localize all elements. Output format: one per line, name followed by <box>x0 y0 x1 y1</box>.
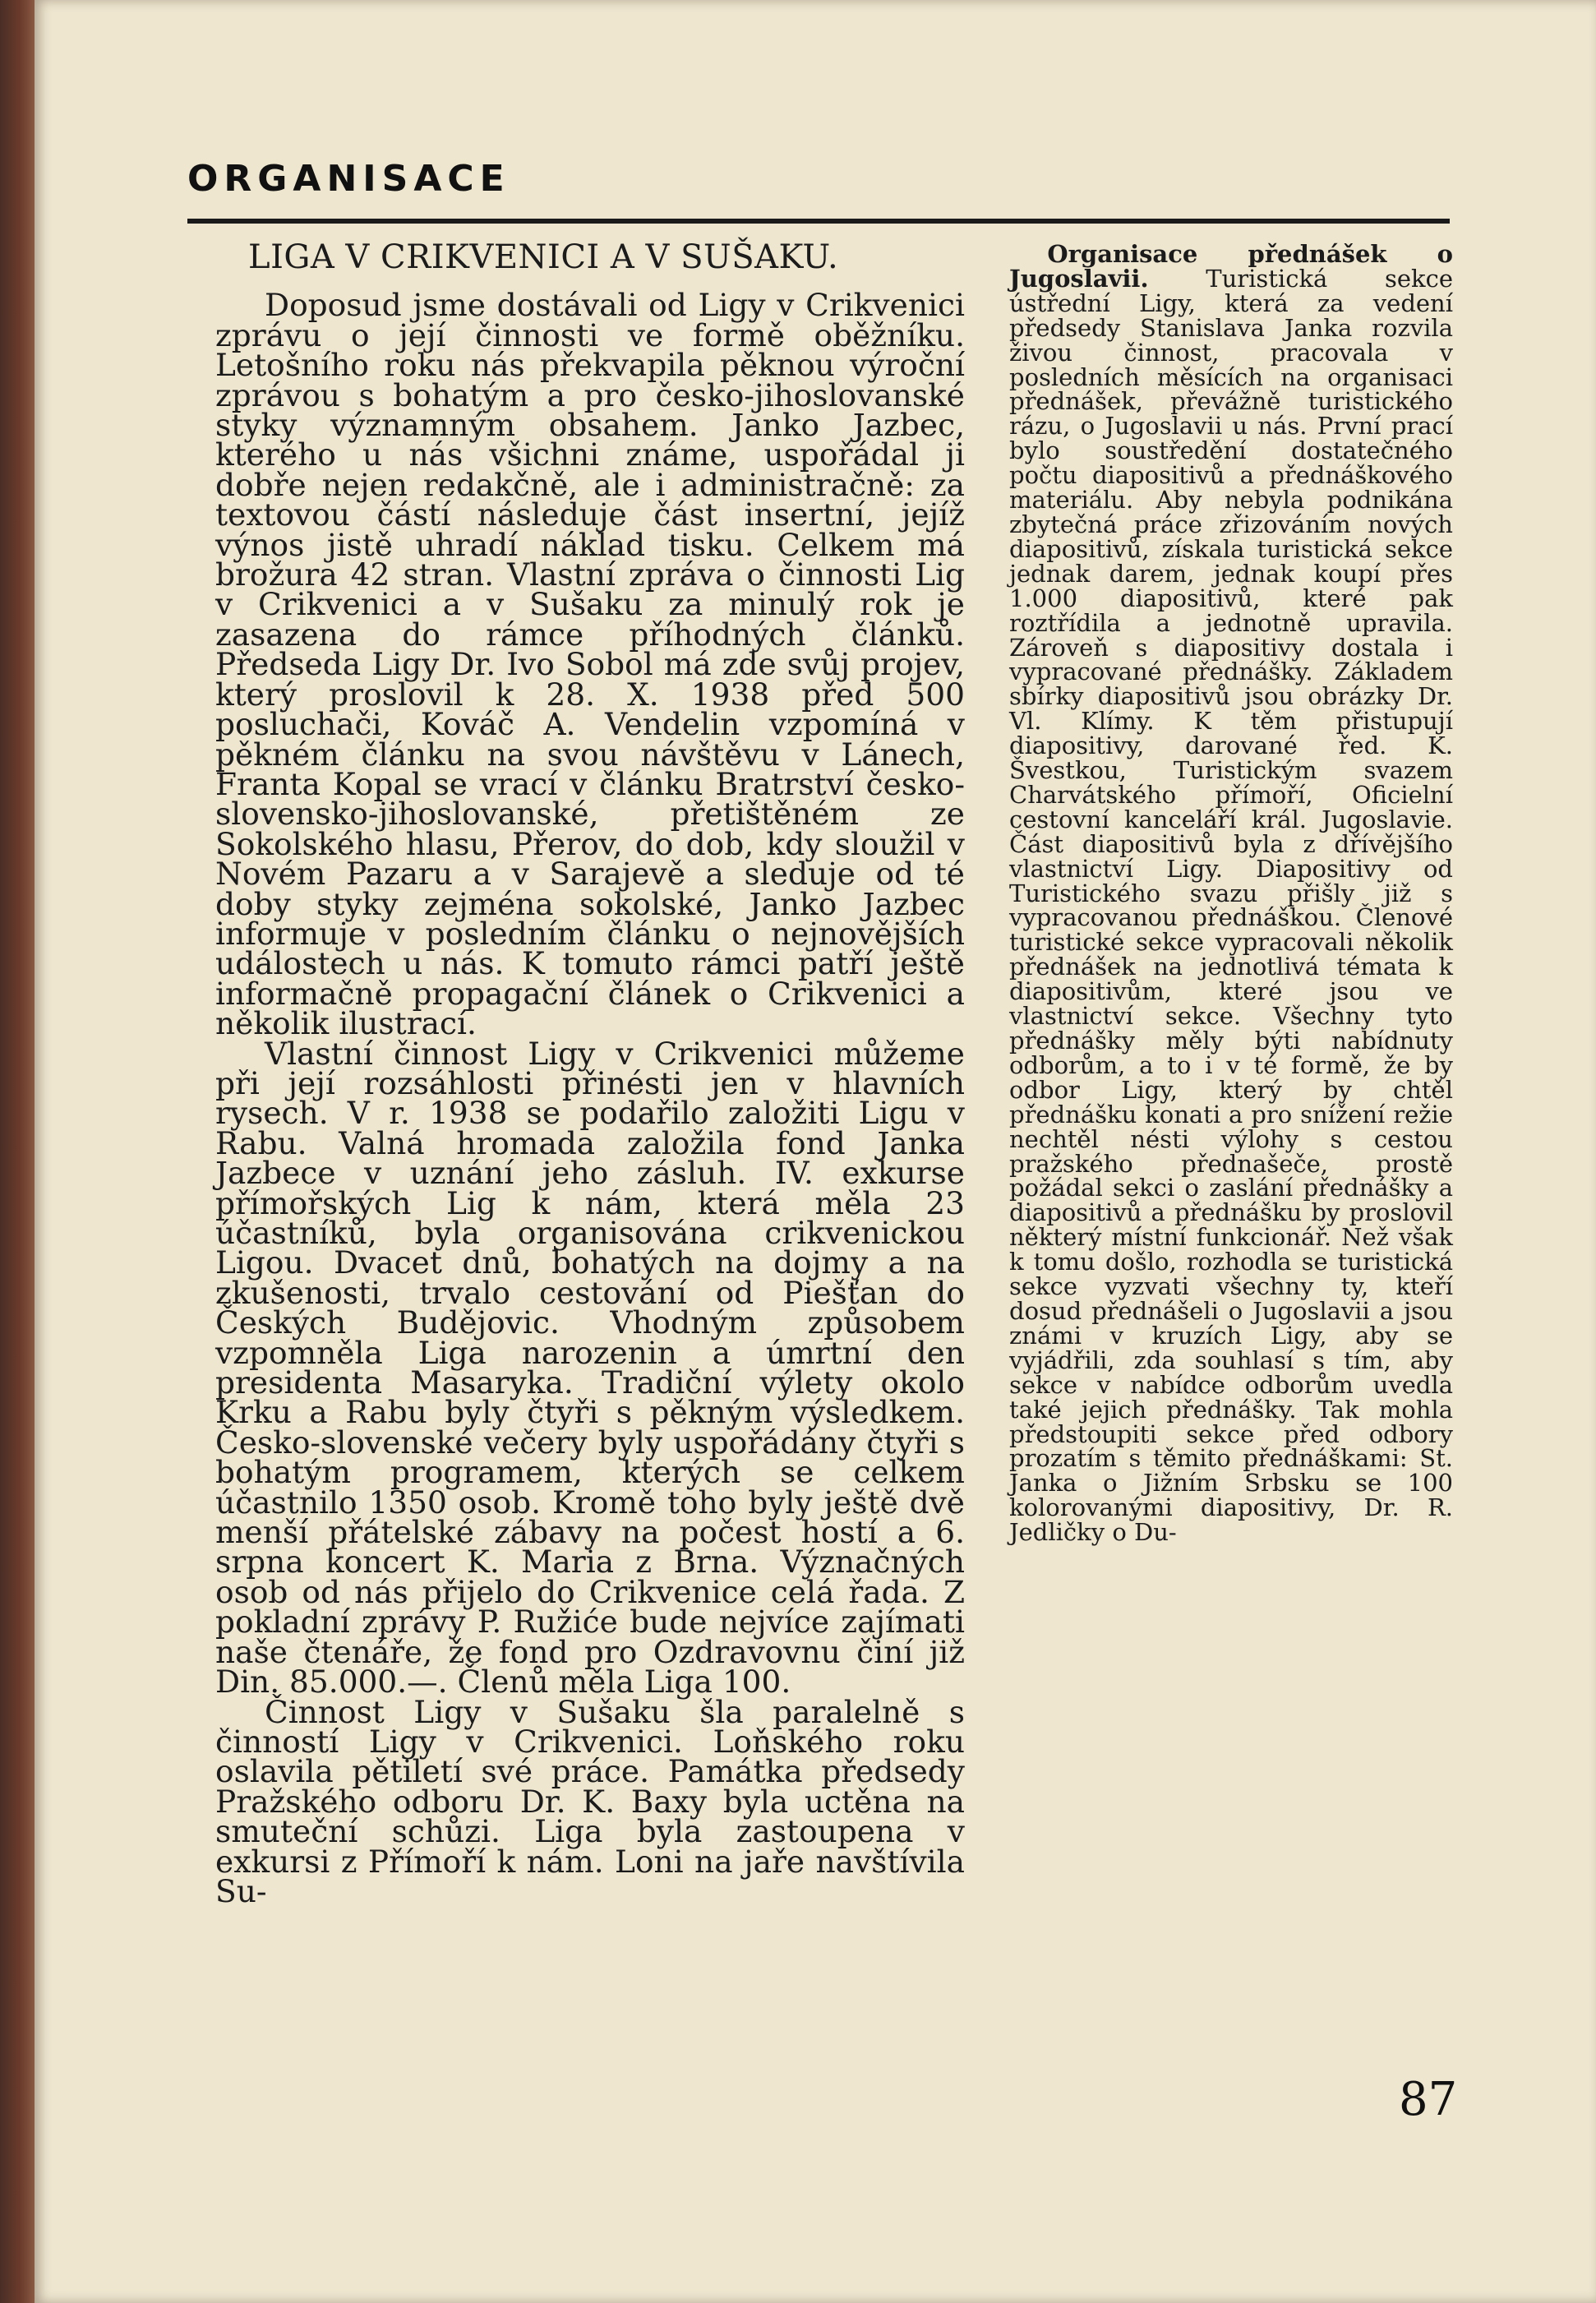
page-number: 87 <box>1399 2073 1458 2126</box>
article-paragraph-1: Doposud jsme dostávali od Ligy v Crikvenici zprávu o její činnosti ve formě oběžníku. Letošního roku nás překvapila pěknou výroční zprávou s bohatým a pro česko-jihoslovanské styky významným obsahem. Janko Jazbec, kterého u nás všichni známe, uspořádal ji dobře nejen redakčně, ale i administračně: za textovou částí následuje část insertní, jejíž výnos jistě uhradí náklad tisku. Celkem má brožura 42 stran. Vlastní zpráva o činnosti Lig v Crikvenici a v Sušaku za minulý rok je zasazena do rámce příhodných článků. Předseda Ligy Dr. Ivo Sobol má zde svůj projev, který proslovil k 28. X. 1938 před 500 posluchači, Kováč A. Vendelin vzpomíná v pěkném článku na svou návštěvu v Lánech, Franta Kopal se vrací v článku Bratrství česko-slovensko-jihoslovanské, přetištěném ze Sokolského hlasu, Přerov, do dob, kdy sloužil v Novém Pazaru a v Sarajevě a sleduje od té doby styky zejména sokolské, Janko Jazbec informuje v posledním článku o nejnovějších událostech u nás. K tomuto rámci patří ještě informačně propagační článek o Crikvenici a několik ilustrací. <box>215 287 965 1042</box>
sidebar-article-column <box>1009 242 1453 1545</box>
book-binding-edge <box>0 0 35 2303</box>
article-paragraph-2: Vlastní činnost Ligy v Crikvenici můžeme při její rozsáhlosti přinésti jen v hlavních rysech. V r. 1938 se podařilo založiti Ligu v Rabu. Valná hromada založila fond Janka Jazbece v uznání jeho zásluh. IV. exkurse přímořských Lig k nám, která měla 23 účastníků, byla organisována crikvenickou Ligou. Dvacet dnů, bohatých na dojmy a na zkušenosti, trvalo cestování od Piešťan do Českých Budějovic. Vhodným způsobem vzpomněla Liga narozenin a úmrtní den presidenta Masaryka. Tradiční výlety okolo Krku a Rabu byly čtyři s pěkným výsledkem. Česko-slovenské večery byly uspořádány čtyři s bohatým programem, kterých se celkem účastnilo 1350 osob. Kromě toho byly ještě dvě menší přátelské zábavy na počest hostí a 6. srpna koncert K. Maria z Brna. Význačných osob od nás přijelo do Crikvenice celá řada. Z pokladní zprávy P. Ružiće bude nejvíce zajímati naše čtenáře, že fond pro Ozdravovnu činí již Din. 85.000.—. Členů měla Liga 100. <box>215 1035 965 1701</box>
section-title: ORGANISACE <box>187 158 510 200</box>
main-article-column <box>215 238 965 1909</box>
header-rule <box>187 219 1450 224</box>
article-heading: LIGA V CRIKVENICI A V SUŠAKU. <box>248 238 839 276</box>
sidebar-paragraph <box>1009 242 1453 1545</box>
sidebar-runin-heading: Organisace přednášek o Jugoslavii. <box>1009 240 1453 293</box>
page <box>35 0 1596 2303</box>
article-paragraph-3: Činnost Ligy v Sušaku šla paralelně s činností Ligy v Crikvenici. Loňského roku oslavila pětiletí své práce. Památka předsedy Pražského odboru Dr. K. Baxy byla uctěna na smuteční schůzi. Liga byla zastoupena v exkursi z Přímoří k nám. Loni na jaře navštívila Su- <box>215 1693 965 1909</box>
sidebar-text: Turistická sekce ústřední Ligy, která za vedení předsedy Stanislava Janka rozvila živou činnost, pracovala v posledních měsících na organisaci přednášek, převážně turistického rázu, o Jugoslavii u nás. První prací bylo soustředění dostatečného počtu diapositivů a přednáškového materiálu. Aby nebyla podnikána zbytečná práce zřizováním nových diapositivů, získala turistická sekce jednak darem, jednak koupí přes 1.000 diapositivů, které pak roztřídila a jednotně upravila. Zároveň s diapositivy dostala i vypracované přednášky. Základem sbírky diapositivů jsou obrázky Dr. Vl. Klímy. K těm přistupují diapositivy, darované řed. K. Švestkou, Turistickým svazem Charvátského přímoří, Oficielní cestovní kanceláří král. Jugoslavie. Část diapositivů byla z dřívějšího vlastnictví Ligy. Diapositivy od Turistického svazu přišly již s vypracovanou přednáškou. Členové turistické sekce vypracovali několik přednášek na jednotlivá témata k diapositivům, které jsou ve vlastnictví sekce. Všechny tyto přednášky měly býti nabídnuty odborům, a to i v té formě, že by odbor Ligy, který by chtěl přednášku konati a pro snížení režie nechtěl nésti výlohy s cestou pražského přednašeče, prostě požádal sekci o zaslání přednášky a diapositivů a přednášku by proslovil některý místní funkcionář. Než však k tomu došlo, rozhodla se turistická sekce vyzvati všechny ty, kteří dosud přednášeli o Jugoslavii a jsou známi v kruzích Ligy, aby se vyjádřili, zda souhlasí s tím, aby sekce v nabídce odborům uvedla také jejich přednášky. Tak mohla předstoupiti sekce před odbory prozatím s těmito přednáškami: St. Janka o Jižním Srbsku se 100 kolorovanými diapositivy, Dr. R. Jedličky o Du- <box>1009 264 1454 1547</box>
